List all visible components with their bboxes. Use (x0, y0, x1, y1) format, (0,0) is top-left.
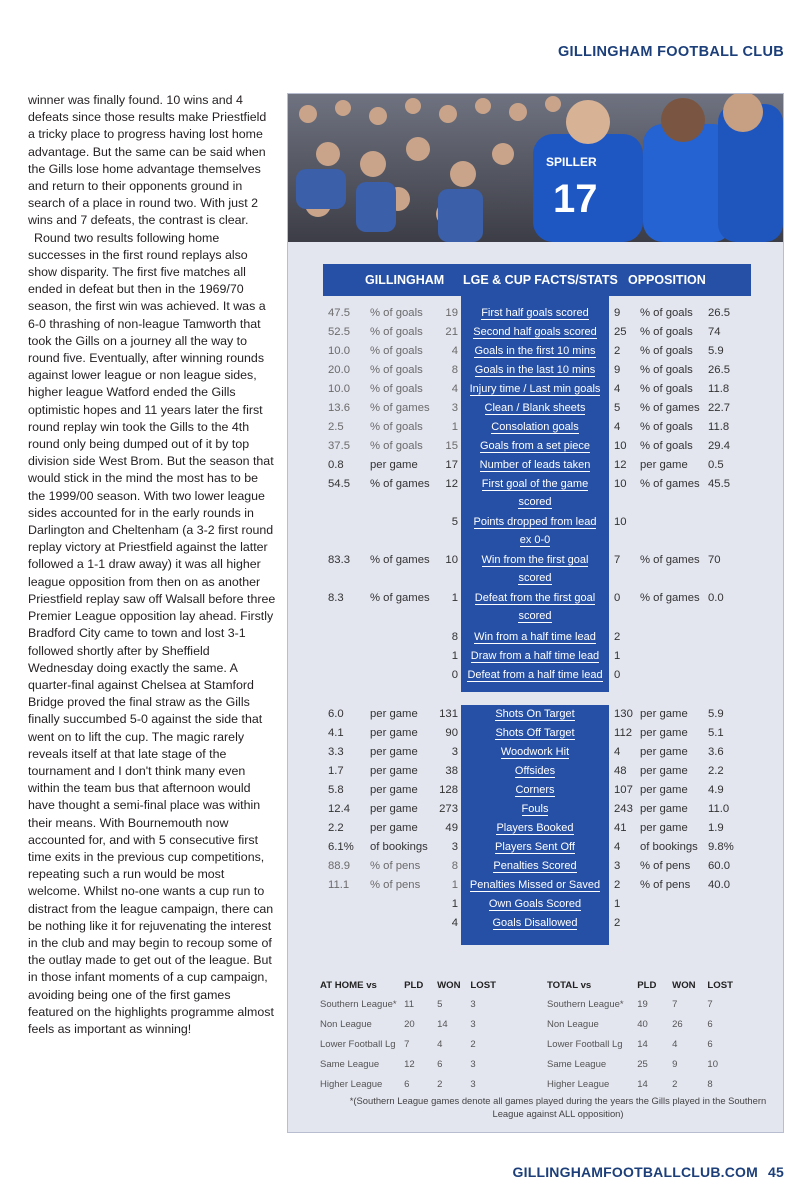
stat-label-text: Goals from a set piece (479, 440, 591, 452)
gills-stat-value: 10.0 (328, 383, 350, 395)
opp-stat-value: 22.7 (708, 402, 730, 414)
record-value: 6 (707, 1038, 713, 1050)
gills-stat-value: 2.2 (328, 822, 344, 834)
southern-league-footnote: *(Southern League games denote all games played during the years the Gills played in the Southern League against ALL opposition) (349, 1095, 767, 1119)
opp-stat-count: 3 (614, 860, 621, 872)
shirt-name: SPILLER (546, 155, 597, 169)
gills-stat-unit: per game (370, 822, 418, 834)
stat-label-text: Defeat from a half time lead (467, 669, 603, 681)
record-value: 2 (437, 1079, 443, 1091)
gills-stat-count: 3 (451, 402, 458, 414)
page-footer (513, 1164, 784, 1180)
opp-stat-value: 45.5 (708, 478, 730, 490)
team-celebration-photo (288, 94, 783, 242)
stat-label-text: Second half goals scored (473, 326, 597, 338)
stat-label-text: Points dropped from lead ex 0-0 (473, 516, 597, 546)
stat-label (461, 628, 609, 647)
opp-stat-count: 41 (614, 822, 627, 834)
gills-stat-value: 2.5 (328, 421, 344, 433)
gills-stat-value: 10.0 (328, 345, 350, 357)
opp-stat-value: 3.6 (708, 746, 724, 758)
stat-label-text: First half goals scored (481, 307, 589, 319)
gills-stat-count: 8 (451, 364, 458, 376)
stats-panel (287, 93, 784, 1133)
opp-stat-count: 48 (614, 765, 627, 777)
opp-stat-value: 4.9 (708, 784, 724, 796)
opp-stat-value: 29.4 (708, 440, 730, 452)
record-value: 14 (637, 1038, 648, 1050)
opp-stat-unit: per game (640, 822, 688, 834)
opp-stat-value: 0.5 (708, 459, 724, 471)
opp-stat-unit: % of goals (640, 421, 693, 433)
gills-stat-unit: per game (370, 803, 418, 815)
stat-label-text: Shots Off Target (495, 727, 575, 739)
stat-label-text: Win from a half time lead (474, 631, 596, 643)
stat-label (461, 800, 609, 819)
gills-stat-value: 54.5 (328, 478, 350, 490)
record-value: 6 (437, 1059, 443, 1071)
stats-header-bar (323, 264, 751, 296)
stat-label (461, 838, 609, 857)
opp-stat-count: 10 (614, 478, 627, 490)
home-record-row (320, 1076, 496, 1094)
gills-stat-value: 3.3 (328, 746, 344, 758)
opp-stat-count: 1 (614, 650, 621, 662)
home-record-row (320, 1035, 496, 1053)
article-body (28, 92, 276, 1038)
total-record-row (547, 1035, 733, 1053)
record-value: 6 (404, 1079, 410, 1091)
record-value: 14 (437, 1018, 448, 1030)
opp-stat-count: 243 (614, 803, 633, 815)
record-value: 40 (637, 1018, 648, 1030)
opposition-type: Lower Football Lg (320, 1038, 396, 1050)
opp-stat-unit: % of goals (640, 440, 693, 452)
gills-stat-unit: % of goals (370, 307, 423, 319)
gills-stat-unit: % of games (370, 554, 430, 566)
gills-stat-unit: % of goals (370, 345, 423, 357)
record-value: 11 (404, 998, 415, 1010)
total-record-row (547, 995, 733, 1013)
stat-label (461, 819, 609, 838)
opposition-type: Same League (547, 1059, 607, 1071)
stat-label-text: Penalties Scored (493, 860, 577, 872)
stat-label-text: Goals in the first 10 mins (474, 345, 596, 357)
stat-label (461, 914, 609, 933)
record-value: 10 (707, 1059, 718, 1071)
stat-label (461, 647, 609, 666)
gills-stat-count: 1 (451, 898, 458, 910)
opp-stat-count: 2 (614, 879, 621, 891)
stat-label-text: First goal of the game scored (481, 478, 589, 508)
opp-stat-count: 10 (614, 440, 627, 452)
opp-stat-value: 5.9 (708, 345, 724, 357)
page-number: 45 (768, 1164, 784, 1180)
stat-label (461, 743, 609, 762)
gills-stat-value: 0.8 (328, 459, 344, 471)
opp-stat-count: 4 (614, 383, 621, 395)
gills-stat-value: 8.3 (328, 592, 344, 604)
gills-stat-count: 0 (451, 669, 458, 681)
gills-stat-unit: % of goals (370, 364, 423, 376)
opp-stat-value: 0.0 (708, 592, 724, 604)
stat-label (461, 361, 609, 380)
record-value: 3 (470, 1018, 476, 1030)
gills-stat-value: 11.1 (328, 879, 350, 891)
record-value: 4 (672, 1038, 678, 1050)
record-value: 3 (470, 998, 476, 1010)
gills-stat-unit: % of goals (370, 421, 423, 433)
stat-label (461, 876, 609, 895)
opp-stat-unit: % of pens (640, 860, 691, 872)
opp-stat-count: 2 (614, 917, 621, 929)
stat-label-text: Number of leads taken (479, 459, 591, 471)
opp-stat-value: 26.5 (708, 307, 730, 319)
opp-stat-unit: per game (640, 727, 688, 739)
stat-label-text: Goals Disallowed (492, 917, 578, 929)
gills-stat-count: 19 (445, 307, 458, 319)
record-value: 14 (637, 1079, 648, 1091)
gills-stat-count: 38 (445, 765, 458, 777)
record-value: 3 (470, 1059, 476, 1071)
total-record-row (547, 1076, 733, 1094)
record-value: 12 (404, 1059, 415, 1071)
record-value: 25 (637, 1059, 648, 1071)
opp-stat-value: 11.8 (708, 383, 730, 395)
opp-stat-count: 4 (614, 746, 621, 758)
gills-stat-value: 4.1 (328, 727, 344, 739)
gills-stat-value: 12.4 (328, 803, 350, 815)
stat-label-text: Defeat from the first goal scored (474, 592, 596, 622)
table-header: TOTAL vs (547, 980, 592, 991)
record-value: 3 (470, 1079, 476, 1091)
opp-stat-count: 2 (614, 631, 621, 643)
opp-stat-count: 9 (614, 307, 621, 319)
stat-label (461, 589, 609, 625)
gills-stat-unit: % of games (370, 402, 430, 414)
record-value: 7 (404, 1038, 410, 1050)
gills-stat-count: 3 (451, 841, 458, 853)
gills-stat-value: 83.3 (328, 554, 350, 566)
opp-stat-unit: per game (640, 746, 688, 758)
opp-stat-count: 7 (614, 554, 621, 566)
stat-label-text: Fouls (521, 803, 549, 815)
gills-stat-count: 12 (445, 478, 458, 490)
stat-label (461, 323, 609, 342)
gills-stat-count: 21 (445, 326, 458, 338)
gills-stat-unit: % of pens (370, 879, 421, 891)
gills-stat-count: 128 (439, 784, 458, 796)
gills-stat-unit: per game (370, 765, 418, 777)
stat-label-text: Consolation goals (491, 421, 579, 433)
opp-stat-value: 11.8 (708, 421, 730, 433)
opp-stat-value: 2.2 (708, 765, 724, 777)
gills-stat-count: 10 (445, 554, 458, 566)
opp-stat-unit: per game (640, 784, 688, 796)
gills-stat-unit: per game (370, 708, 418, 720)
opp-stat-unit: % of games (640, 592, 700, 604)
opp-stat-value: 9.8% (708, 841, 734, 853)
gills-stat-count: 1 (451, 421, 458, 433)
gills-stat-value: 47.5 (328, 307, 350, 319)
opp-stat-count: 5 (614, 402, 621, 414)
gills-stat-unit: of bookings (370, 841, 428, 853)
opp-stat-value: 40.0 (708, 879, 730, 891)
gills-stat-value: 6.0 (328, 708, 344, 720)
stat-label (461, 418, 609, 437)
opp-stat-value: 5.9 (708, 708, 724, 720)
stat-label (461, 513, 609, 549)
opp-stat-count: 4 (614, 841, 621, 853)
opp-stat-unit: % of goals (640, 326, 693, 338)
gills-stat-count: 8 (451, 860, 458, 872)
article-paragraph: Round two results following home successes in the first round replays also show disparity. The first five matches all ended in defeat but then in the 1969/70 season, the first win was achieved. It was a 6-0 thrashing of non-league Tamworth that took the Gills on a journey all the way to round five. Eventually, after winning rounds against lower league or non league sides, higher league Watford ended the Gills optimistic hopes and 11 years later the first round replay win took the Gills to the 4th round only being dumped out of it by top division side West Brom. But the season that would stick in the mind the most has to be the 1999/00 season. With two lower league sides accounted for in the early rounds in Darlington and Cheltenham (a 3-2 first round replay victory at Priestfield against the latter followed a 1-1 draw away) it was all higher league opposition from then on as another Priestfield replay saw off Walsall before three Premier League opposition lay ahead. Firstly Bradford City came to town and lost 3-1 followed shortly after by Sheffield Wednesday doing exactly the same. A quarter-final against Chelsea at Stamford Bridge proved the final straw as the Gills finally succumbed 5-0 against the side that went on to lift the cup. The magic rarely reveals itself at that late stage of the tournament and I don't think many even within the team bus that afternoon would have thought a semi-final place was within their means. With Bournemouth now accounted for, and with 5 consecutive first time exits in the previous cup competitions, repeating such a run would be most welcome. Whilst no-one wants a cup run to distract from the league campaign, there can be nothing like it for rejuvenating the interest in the club and may begin to recoup some of the outlay made to get out of the league. But in those infant moments of a cup campaign, avoiding being one of the first games featured on the highlights programme almost feels as important as winning! (28, 230, 276, 1036)
gills-stat-count: 4 (451, 383, 458, 395)
opp-stat-unit: % of goals (640, 364, 693, 376)
opp-stat-value: 5.1 (708, 727, 724, 739)
opp-stat-unit: per game (640, 765, 688, 777)
total-record-table (545, 978, 735, 1096)
page-header-title: GILLINGHAM FOOTBALL CLUB (557, 44, 784, 60)
opp-stat-count: 25 (614, 326, 627, 338)
gills-stat-unit: % of goals (370, 326, 423, 338)
stat-label (461, 342, 609, 361)
total-record-row (547, 1056, 733, 1074)
gills-stat-value: 1.7 (328, 765, 344, 777)
gills-stat-unit: % of games (370, 478, 430, 490)
opp-stat-count: 10 (614, 516, 627, 528)
gills-stat-unit: per game (370, 784, 418, 796)
gills-stat-count: 17 (445, 459, 458, 471)
stat-label-text: Offsides (514, 765, 556, 777)
record-value: 6 (707, 1018, 713, 1030)
opposition-type: Non League (547, 1018, 599, 1030)
gills-stat-count: 49 (445, 822, 458, 834)
stat-label (461, 399, 609, 418)
stat-label (461, 724, 609, 743)
gills-stat-count: 273 (439, 803, 458, 815)
opp-stat-unit: % of games (640, 554, 700, 566)
opp-stat-unit: % of goals (640, 383, 693, 395)
stat-label (461, 781, 609, 800)
stat-label (461, 705, 609, 724)
total-record-row (547, 1015, 733, 1033)
record-value: 9 (672, 1059, 678, 1071)
stat-label-text: Woodwork Hit (500, 746, 570, 758)
table-header: WON (437, 980, 461, 991)
opp-stat-value: 60.0 (708, 860, 730, 872)
opp-stat-unit: of bookings (640, 841, 698, 853)
opposition-column-header: OPPOSITION (628, 273, 706, 287)
opposition-type: Higher League (547, 1079, 610, 1091)
opp-stat-count: 0 (614, 592, 621, 604)
stat-label (461, 475, 609, 511)
home-record-row (320, 1015, 496, 1033)
gills-stat-unit: % of games (370, 592, 430, 604)
gills-stat-value: 52.5 (328, 326, 350, 338)
opp-stat-unit: per game (640, 708, 688, 720)
table-header: LOST (470, 980, 496, 991)
stat-label-text: Penalties Missed or Saved (469, 879, 601, 891)
opposition-type: Same League (320, 1059, 380, 1071)
stat-label (461, 857, 609, 876)
stat-label (461, 437, 609, 456)
record-value: 19 (637, 998, 648, 1010)
opp-stat-unit: % of goals (640, 307, 693, 319)
home-record-row (320, 995, 496, 1013)
opp-stat-count: 9 (614, 364, 621, 376)
opp-stat-unit: % of games (640, 402, 700, 414)
opp-stat-count: 107 (614, 784, 633, 796)
record-value: 5 (437, 998, 443, 1010)
club-website: GILLINGHAMFOOTBALLCLUB.COM (512, 1164, 759, 1180)
opp-stat-count: 1 (614, 898, 621, 910)
article-paragraph: winner was finally found. 10 wins and 4 defeats since those results make Priestfield a tricky place to progress having lost home advantage. But the same can be said when the Gills lose home advantage themselves and return to their opponents ground in search of a place in round two. With just 2 wins and 7 defeats, the contrast is clear. (28, 93, 267, 228)
opposition-type: Southern League* (320, 998, 397, 1010)
gills-stat-value: 5.8 (328, 784, 344, 796)
opp-stat-count: 130 (614, 708, 633, 720)
opp-stat-count: 0 (614, 669, 621, 681)
stat-label-text: Win from the first goal scored (481, 554, 589, 584)
opposition-type: Non League (320, 1018, 372, 1030)
record-value: 7 (707, 998, 713, 1010)
stat-label-text: Injury time / Last min goals (469, 383, 601, 395)
table-header: PLD (637, 980, 657, 991)
stat-label-text: Goals in the last 10 mins (474, 364, 596, 376)
record-value: 20 (404, 1018, 415, 1030)
opp-stat-count: 12 (614, 459, 627, 471)
opposition-type: Higher League (320, 1079, 383, 1091)
stat-label-text: Corners (515, 784, 555, 796)
stat-label (461, 380, 609, 399)
opp-stat-value: 11.0 (708, 803, 730, 815)
opp-stat-value: 74 (708, 326, 721, 338)
home-record-table (318, 978, 498, 1096)
stat-label-text: Shots On Target (495, 708, 575, 720)
table-header: AT HOME vs (320, 980, 377, 991)
record-value: 2 (672, 1079, 678, 1091)
gills-stat-count: 1 (451, 592, 458, 604)
stat-label (461, 762, 609, 781)
table-header: WON (672, 980, 696, 991)
opp-stat-unit: per game (640, 459, 688, 471)
gills-stat-count: 4 (451, 917, 458, 929)
opposition-type: Lower Football Lg (547, 1038, 623, 1050)
record-value: 8 (707, 1079, 713, 1091)
gills-stat-value: 20.0 (328, 364, 350, 376)
stat-label-text: Draw from a half time lead (470, 650, 600, 662)
stat-label-text: Players Booked (496, 822, 574, 834)
opp-stat-count: 4 (614, 421, 621, 433)
stat-label (461, 456, 609, 475)
gills-stat-unit: % of goals (370, 383, 423, 395)
gills-stat-count: 3 (451, 746, 458, 758)
gills-stat-value: 37.5 (328, 440, 350, 452)
opp-stat-unit: % of pens (640, 879, 691, 891)
opp-stat-count: 112 (614, 727, 633, 739)
opp-stat-value: 1.9 (708, 822, 724, 834)
gills-stat-value: 13.6 (328, 402, 350, 414)
gills-stat-unit: % of pens (370, 860, 421, 872)
stat-label-text: Players Sent Off (495, 841, 575, 853)
gills-stat-unit: per game (370, 727, 418, 739)
gills-stat-count: 131 (439, 708, 458, 720)
stat-label (461, 895, 609, 914)
opp-stat-unit: % of goals (640, 345, 693, 357)
gills-stat-count: 90 (445, 727, 458, 739)
opp-stat-unit: % of games (640, 478, 700, 490)
record-value: 2 (470, 1038, 476, 1050)
record-value: 4 (437, 1038, 443, 1050)
opp-stat-value: 70 (708, 554, 721, 566)
opp-stat-unit: per game (640, 803, 688, 815)
stat-label (461, 666, 609, 685)
gills-stat-value: 6.1% (328, 841, 354, 853)
record-value: 26 (672, 1018, 683, 1030)
table-header: LOST (707, 980, 733, 991)
gills-stat-count: 5 (451, 516, 458, 528)
gills-stat-count: 1 (451, 650, 458, 662)
gills-stat-value: 88.9 (328, 860, 350, 872)
opp-stat-count: 2 (614, 345, 621, 357)
crowd-photo-illustration (288, 94, 783, 242)
gills-stat-unit: per game (370, 459, 418, 471)
stat-label-text: Clean / Blank sheets (484, 402, 586, 414)
gills-stat-count: 8 (451, 631, 458, 643)
opp-stat-value: 26.5 (708, 364, 730, 376)
shirt-number: 17 (553, 177, 598, 221)
home-record-row (320, 1056, 496, 1074)
stat-label (461, 304, 609, 323)
gills-stat-unit: per game (370, 746, 418, 758)
record-value: 7 (672, 998, 678, 1010)
gills-stat-unit: % of goals (370, 440, 423, 452)
gills-stat-count: 1 (451, 879, 458, 891)
opposition-type: Southern League* (547, 998, 624, 1010)
stat-label (461, 551, 609, 587)
gillingham-column-header: GILLINGHAM (365, 273, 445, 287)
stat-label-text: Own Goals Scored (488, 898, 582, 910)
table-header: PLD (404, 980, 424, 991)
stats-column-header: LGE & CUP FACTS/STATS (463, 273, 618, 287)
gills-stat-count: 15 (445, 440, 458, 452)
gills-stat-count: 4 (451, 345, 458, 357)
